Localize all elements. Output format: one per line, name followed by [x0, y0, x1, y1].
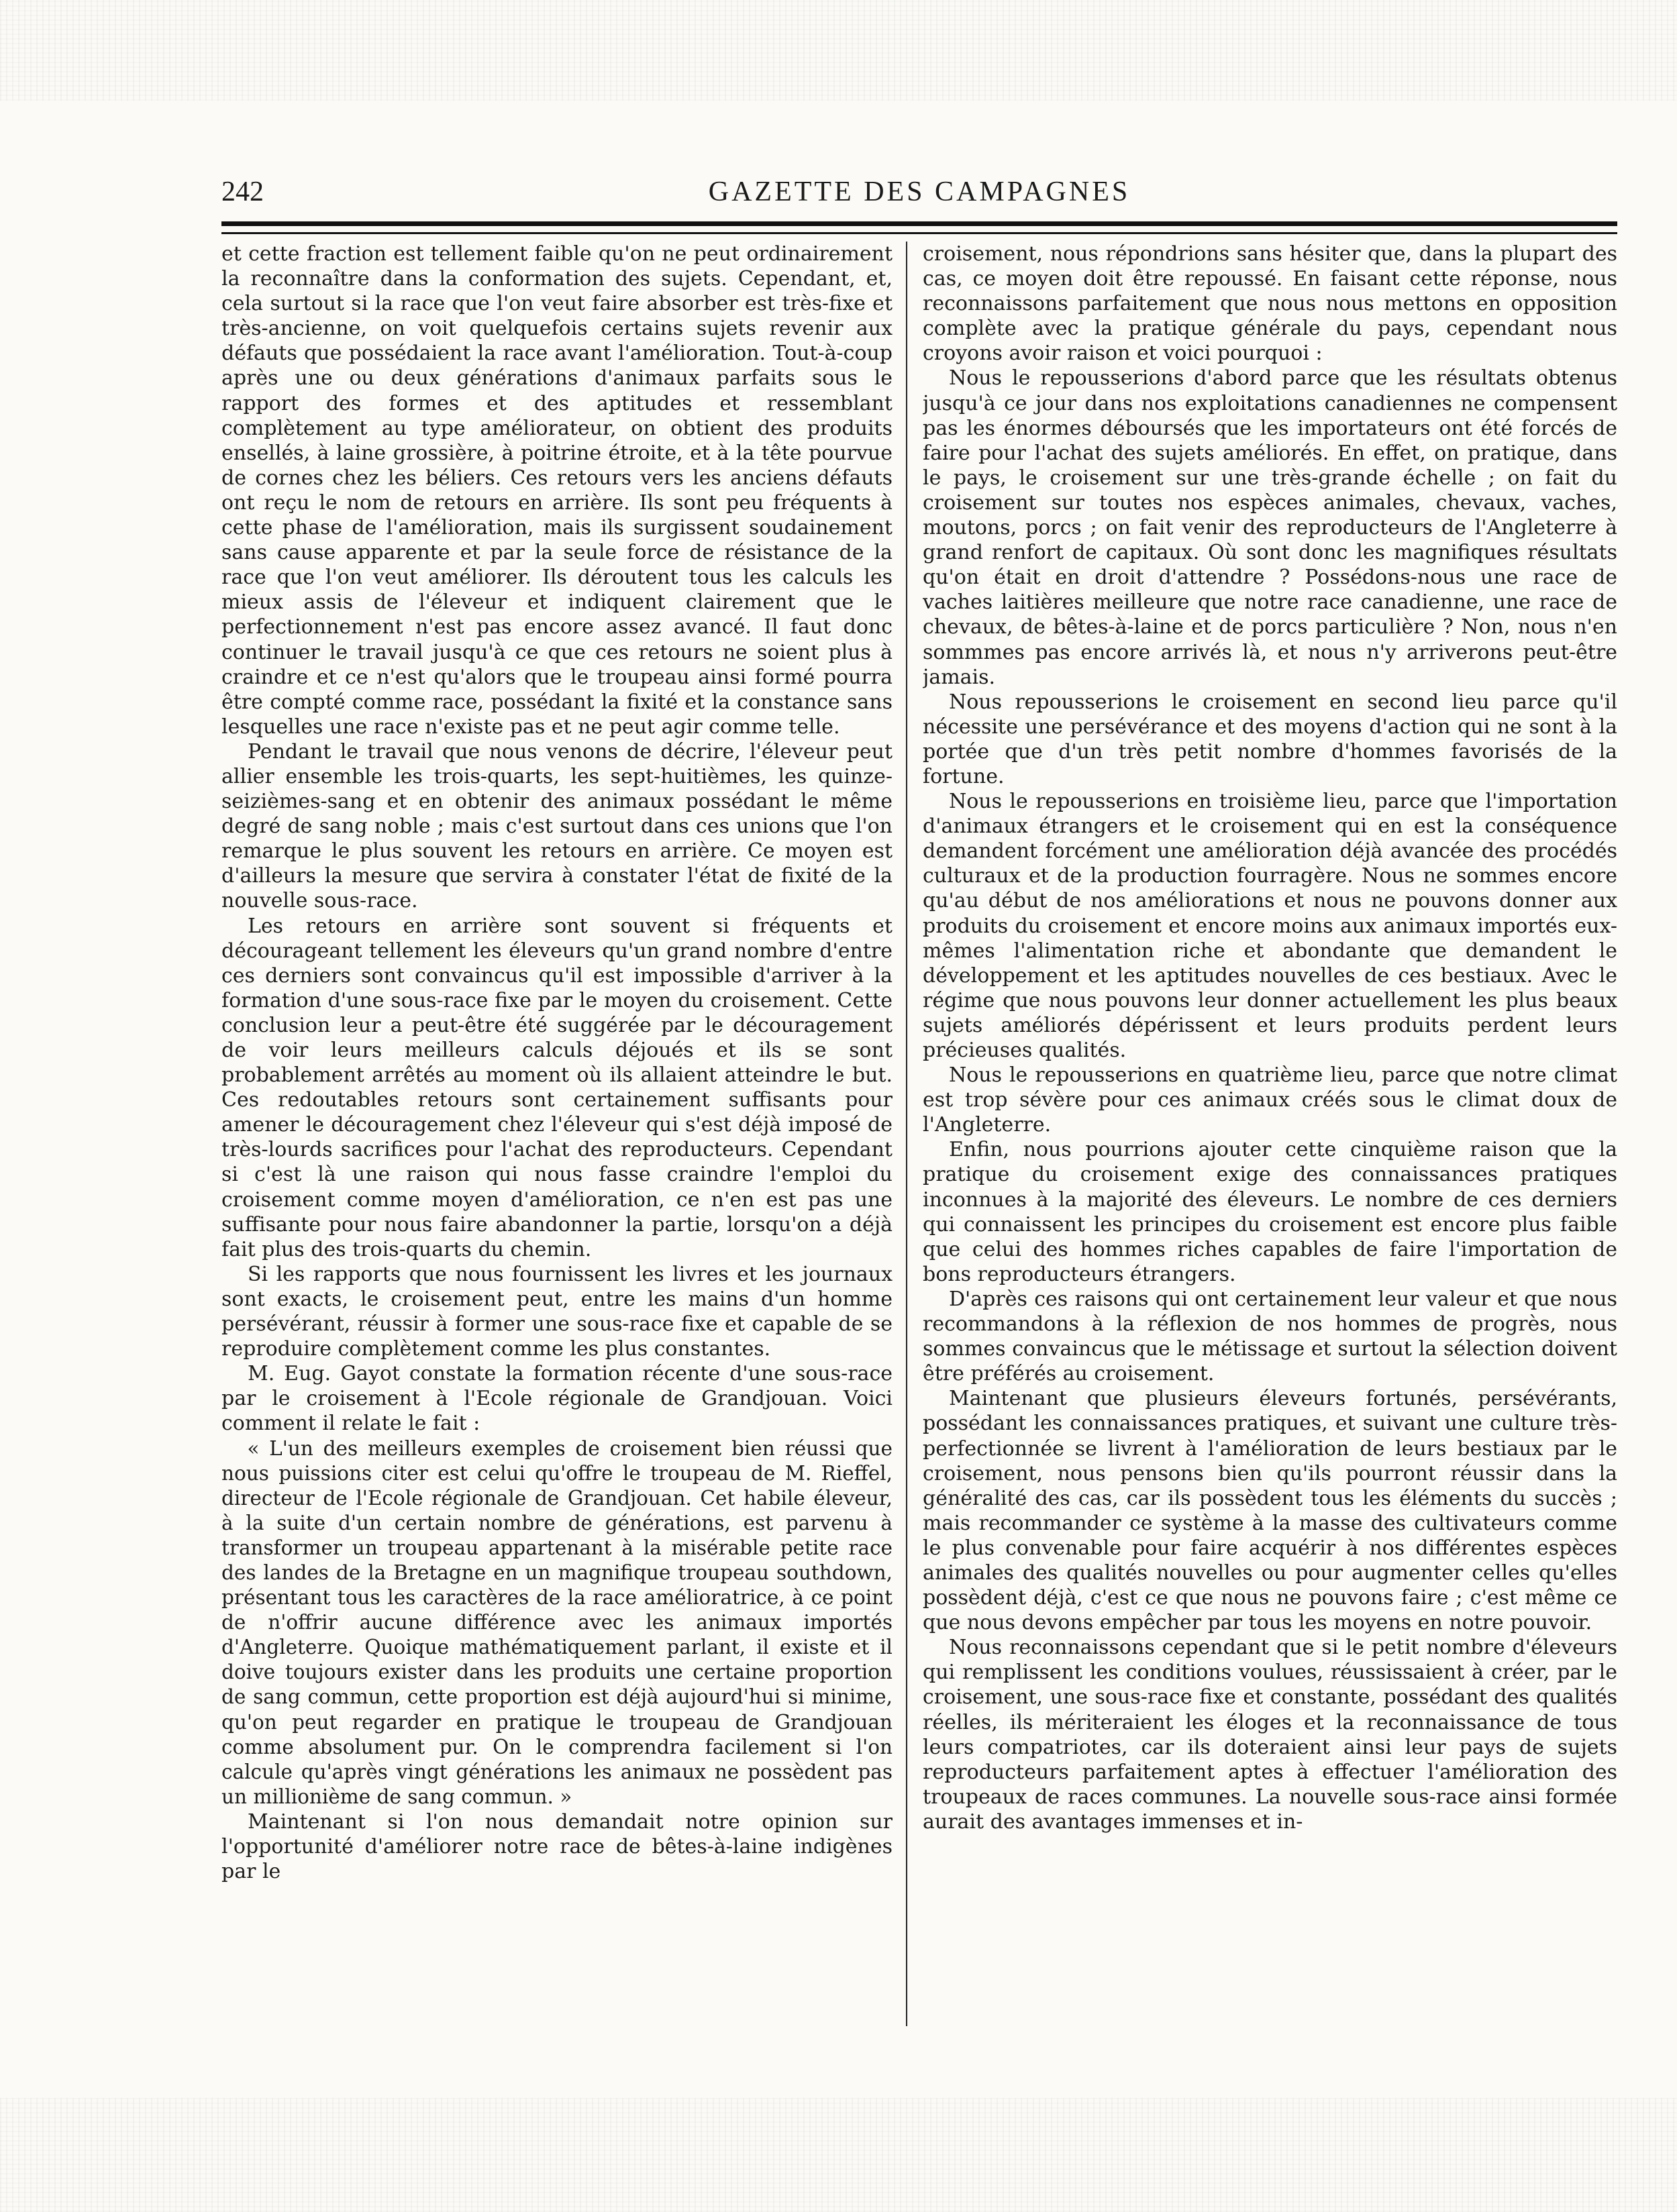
- quoted-paragraph: « L'un des meilleurs exemples de croisement bien réussi que nous puissions citer est celui qu'offre le troupeau de M. Rieffel, directeur de l'Ecole régionale de Grandjouan. Cet habile éleveur, à la suite d'un certain nombre de générations, est parvenu à transformer un troupeau appartenant à la misérable petite race des landes de la Bretagne en un magnifique troupeau southdown, présentant tous les caractères de la race amélioratrice, à ce point de n'offrir aucune différence avec les animaux importés d'Angleterre. Quoique mathématiquement parlant, il existe et il doive toujours exister dans les produits une certaine proportion de sang commun, cette proportion est déjà aujourd'hui si minime, qu'on peut regarder en pratique le troupeau de Grandjouan comme absolument pur. On le comprendra facilement si l'on calcule qu'après vingt générations les animaux ne possèdent pas un millionième de sang commun. »: [221, 1436, 893, 1808]
- paragraph: Nous reconnaissons cependant que si le petit nombre d'éleveurs qui remplissent les conditions voulues, réussissaient à créer, par le croisement, une sous-race fixe et constante, possédant des qualités réelles, ils mériteraient les éloges et la reconnaissance de tous leurs compatriotes, car ils doteraient ainsi leur pays de sujets reproducteurs parfaitement aptes à effectuer l'amélioration des troupeaux de races communes. La nouvelle sous-race ainsi formée aurait des avantages immenses et in-: [923, 1636, 1617, 1834]
- running-title: GAZETTE DES CAMPAGNES: [708, 176, 1131, 207]
- paragraph: Maintenant si l'on nous demandait notre opinion sur l'opportunité d'améliorer notre race de bêtes-à-laine indigènes par le: [221, 1809, 893, 1884]
- paragraph: Nous le repousserions d'abord parce que les résultats obtenus jusqu'à ce jour dans nos exploitations canadiennes ne compensent pas les énormes déboursés que les importateurs ont été forcés de faire pour l'achat des sujets améliorés. En effet, on pratique, dans le pays, le croisement sur une très-grande échelle ; on fait du croisement sur toutes nos espèces animales, chevaux, vaches, moutons, porcs ; on fait venir des reproducteurs de l'Angleterre à grand renfort de capitaux. Où sont donc les magnifiques résultats qu'on était en droit d'attendre ? Possédons-nous une race de vaches laitières meilleure que notre race canadienne, une race de chevaux, de bêtes-à-laine et de porcs particulière ? Non, nous n'en sommmes pas encore arrivés là, et nous n'y arriverons peut-être jamais.: [923, 366, 1617, 689]
- paragraph: Pendant le travail que nous venons de décrire, l'éleveur peut allier ensemble les trois-quarts, les sept-huitièmes, les quinze-seizièmes-sang et en obtenir des animaux possédant le même degré de sang noble ; mais c'est surtout dans ces unions que l'on remarque le plus souvent les retours en arrière. Ce moyen est d'ailleurs la mesure que servira à constater l'état de fixité de la nouvelle sous-race.: [221, 739, 893, 913]
- page-number: 242: [221, 176, 264, 207]
- left-column: [221, 242, 893, 2026]
- column-divider: [906, 242, 907, 2026]
- scan-noise-bottom: [0, 2098, 1677, 2212]
- paragraph: D'après ces raisons qui ont certainement leur valeur et que nous recommandons à la réflexion de nos hommes de progrès, nous sommes convaincus que le métissage et surtout la sélection doivent être préférés au croisement.: [923, 1287, 1617, 1386]
- right-column: [923, 242, 1617, 2026]
- article-columns: [221, 242, 1617, 2026]
- paragraph: Nous le repousserions en quatrième lieu, parce que notre climat est trop sévère pour ces animaux créés sous le climat doux de l'Angleterre.: [923, 1063, 1617, 1137]
- paragraph: Si les rapports que nous fournissent les livres et les journaux sont exacts, le croisement peut, entre les mains d'un homme persévérant, réussir à former une sous-race fixe et capable de se reproduire complètement comme les plus constantes.: [221, 1262, 893, 1361]
- paragraph: et cette fraction est tellement faible qu'on ne peut ordinairement la reconnaître dans la conformation des sujets. Cependant, et, cela surtout si la race que l'on veut faire absorber est très-fixe et très-ancienne, on voit quelquefois certains sujets revenir aux défauts que possédaient la race avant l'amélioration. Tout-à-coup après une ou deux générations d'animaux parfaits sous le rapport des formes et des aptitudes et ressemblant complètement au type améliorateur, on obtient des produits ensellés, à laine grossière, à poitrine étroite, et à la tête pourvue de cornes chez les béliers. Ces retours vers les anciens défauts ont reçu le nom de retours en arrière. Ils sont peu fréquents à cette phase de l'amélioration, mais ils surgissent soudainement sans cause apparente et par la seule force de résistance de la race que l'on veut améliorer. Ils déroutent tous les calculs les mieux assis de l'éleveur et indiquent clairement que le perfectionnement n'est pas encore assez avancé. Il faut donc continuer le travail jusqu'à ce que ces retours ne soient plus à craindre et ce n'est qu'alors que le troupeau ainsi formé pourra être compté comme race, possédant la fixité et la constance sans lesquelles une race n'existe pas et ne peut agir comme telle.: [221, 242, 893, 739]
- paragraph: croisement, nous répondrions sans hésiter que, dans la plupart des cas, ce moyen doit être repoussé. En faisant cette réponse, nous reconnaissons parfaitement que nous nous mettons en opposition complète avec la pratique générale du pays, cependant nous croyons avoir raison et voici pourquoi :: [923, 242, 1617, 366]
- paragraph: Les retours en arrière sont souvent si fréquents et décourageant tellement les éleveurs qu'un grand nombre d'entre ces derniers sont convaincus qu'il est impossible d'arriver à la formation d'une sous-race fixe par le moyen du croisement. Cette conclusion leur a peut-être été suggérée par le découragement de voir leurs meilleurs calculs déjoués et ils se sont probablement arrêtés au moment où ils allaient atteindre le but. Ces redoutables retours sont certainement suffisants pour amener le découragement chez l'éleveur qui s'est déjà imposé de très-lourds sacrifices pour l'achat des reproducteurs. Cependant si c'est là une raison qui nous fasse craindre l'emploi du croisement comme moyen d'amélioration, ce n'en est pas une suffisante pour nous faire abandonner la partie, lorsqu'on a déjà fait plus des trois-quarts du chemin.: [221, 914, 893, 1261]
- page-header: [221, 176, 1617, 216]
- paragraph: M. Eug. Gayot constate la formation récente d'une sous-race par le croisement à l'Ecole régionale de Grandjouan. Voici comment il relate le fait :: [221, 1362, 893, 1436]
- paragraph: Nous le repousserions en troisième lieu, parce que l'importation d'animaux étrangers et le croisement qui en est la conséquence demandent forcément une amélioration déjà avancée des procédés culturaux et de la production fourragère. Nous ne sommes encore qu'au début de nos améliorations et nous ne pouvons donner aux produits du croisement et encore moins aux animaux importés eux-mêmes l'alimentation riche et abondante que demandent le développement et les aptitudes nouvelles de ces bestiaux. Avec le régime que nous pouvons leur donner actuellement les plus beaux sujets améliorés dépérissent et leurs produits perdent leurs précieuses qualités.: [923, 790, 1617, 1062]
- header-rule-thick: [221, 221, 1617, 226]
- header-rule-thin: [221, 232, 1617, 234]
- scan-noise-top: [0, 0, 1677, 101]
- paragraph: Nous repousserions le croisement en second lieu parce qu'il nécessite une persévérance et des moyens d'action qui ne sont à la portée que d'un très petit nombre d'hommes favorisés de la fortune.: [923, 690, 1617, 788]
- paragraph: Maintenant que plusieurs éleveurs fortunés, persévérants, possédant les connaissances pratiques, et suivant une culture très-perfectionnée se livrent à l'amélioration de leurs bestiaux par le croisement, nous pensons bien qu'ils pourront réussir dans la généralité des cas, car ils possèdent tous les éléments du succès ; mais recommander ce système à la masse des cultivateurs comme le plus convenable pour faire acquérir à nos différentes espèces animales des qualités nouvelles ou pour augmenter celles qu'elles possèdent déjà, c'est ce que nous ne pouvons faire ; c'est même ce que nous devons empêcher par tous les moyens en notre pouvoir.: [923, 1387, 1617, 1635]
- paragraph: Enfin, nous pourrions ajouter cette cinquième raison que la pratique du croisement exige des connaissances pratiques inconnues à la majorité des éleveurs. Le nombre de ces derniers qui connaissent les principes du croisement est encore plus faible que celui des hommes riches capables de faire l'importation de bons reproducteurs étrangers.: [923, 1138, 1617, 1286]
